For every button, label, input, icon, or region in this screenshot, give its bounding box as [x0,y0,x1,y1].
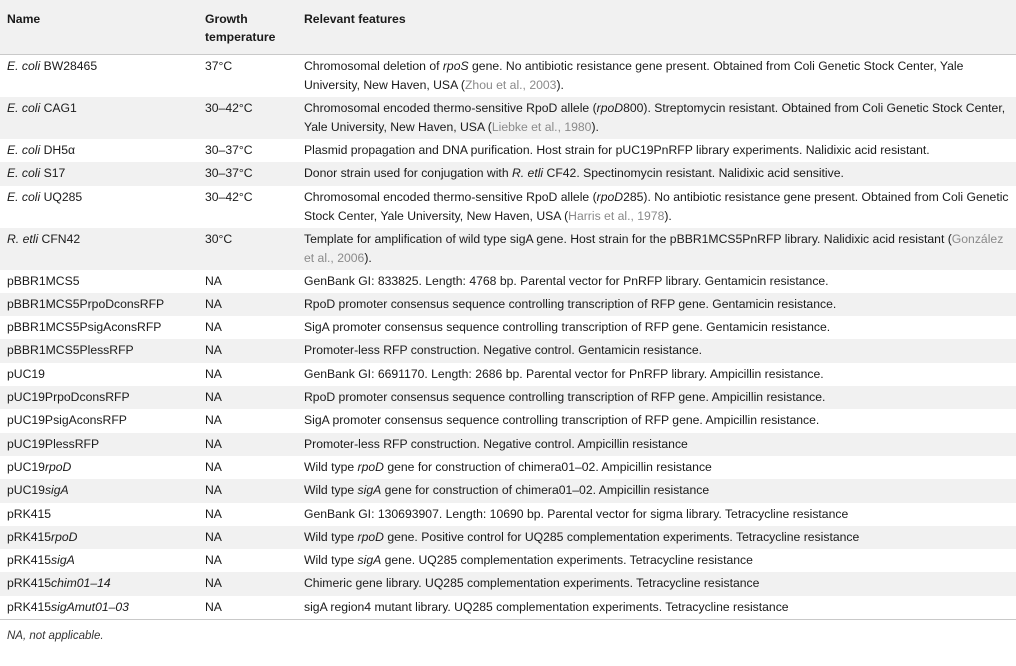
citation-link[interactable]: González et al., 2006 [304,231,1004,265]
cell-growth-temperature: NA [205,529,222,544]
table-row [0,549,1016,572]
table-row [0,270,1016,293]
table-row [0,456,1016,479]
citation-link[interactable]: Harris et al., 1978 [568,208,665,223]
cell-relevant-features [297,503,1016,526]
cell-relevant-features [297,549,1016,572]
cell-growth-temperature: 30–37°C [205,143,253,157]
text-segment: GenBank GI: 130693907. Length: 10690 bp. Parental vector for sigma library. Tetracycline resistance [304,506,849,521]
table-row [0,572,1016,595]
cell-growth-temperature: NA [205,390,222,405]
text-segment: E. coli [7,189,41,204]
cell-relevant-features [297,55,1016,98]
text-segment: pUC19 [7,483,45,498]
text-segment: ). [591,120,599,134]
text-segment: GenBank GI: 6691170. Length: 2686 bp. Parental vector for PnRFP library. Ampicillin resistance. [304,366,824,381]
text-segment: Donor strain used for conjugation with [304,166,512,181]
cell-relevant-features [297,363,1016,386]
cell-name [0,162,198,185]
text-segment: rpoD [357,529,384,544]
cell-relevant-features [297,526,1016,549]
cell-growth-temperature: NA [205,413,222,428]
cell-name [0,186,198,228]
text-segment: sigA [357,553,382,568]
text-segment: pBBR1MCS5PlessRFP [7,343,134,358]
cell-relevant-features [297,97,1016,139]
cell-name [0,228,198,270]
cell-growth-temperature: NA [205,553,222,568]
cell-name [0,409,198,432]
text-segment: gene. UQ285 complementation experiments. Tetracycline resistance [381,553,753,568]
table-row [0,293,1016,316]
text-segment: ). [664,208,672,223]
table-row [0,162,1016,185]
cell-growth-temperature: 30–42°C [205,101,253,115]
text-segment: rpoD [51,529,78,544]
table-row [0,228,1016,270]
cell-name [0,293,198,316]
text-segment: gene. No antibiotic resistance gene present. Obtained from Coli Genetic Stock Center, Yale University, New Haven, USA ( [304,59,964,92]
cell-relevant-features [297,293,1016,316]
text-segment: E. coli [7,166,41,181]
cell-name [0,363,198,386]
text-segment: CF42. Spectinomycin resistant. Nalidixic acid sensitive. [543,166,844,181]
text-segment: Wild type [304,483,358,498]
text-segment: Plasmid propagation and DNA purification. Host strain for pUC19PnRFP library experiments. Nalidixic acid resistant. [304,143,930,157]
text-segment: rpoD [357,459,384,474]
text-segment: pUC19 [7,366,45,381]
text-segment: sigA [44,483,69,498]
cell-relevant-features [297,456,1016,479]
text-segment: Template for amplification of wild type sigA gene. Host strain for the pBBR1MCS5PnRFP library. Nalidixic acid resistant ( [304,231,952,246]
text-segment: ). [364,250,372,265]
table-row [0,409,1016,432]
text-segment: Wild type [304,459,358,474]
text-segment: BW28465 [40,59,98,73]
cell-growth-temperature: NA [205,273,222,288]
text-segment: R. etli [511,166,544,181]
table-row [0,316,1016,339]
text-segment: chim01–14 [51,576,111,591]
text-segment: pRK415 [7,576,52,591]
text-segment: UQ285 [40,189,83,204]
table-row [0,386,1016,409]
text-segment: Chimeric gene library. UQ285 complementation experiments. Tetracycline resistance [304,576,760,591]
cell-name [0,270,198,293]
text-segment: SigA promoter consensus sequence controlling transcription of RFP gene. Gentamicin resistance. [304,320,831,335]
table-row [0,139,1016,162]
text-segment: Wild type [304,553,358,568]
text-segment: Wild type [304,529,358,544]
cell-name [0,572,198,595]
text-segment: ). [556,78,564,92]
table-footnote: NA, not applicable. [7,629,104,642]
cell-growth-temperature: 30°C [205,231,233,246]
table-row [0,339,1016,362]
table-row [0,526,1016,549]
cell-relevant-features [297,316,1016,339]
text-segment: GenBank GI: 833825. Length: 4768 bp. Parental vector for PnRFP library. Gentamicin resistance. [304,273,829,288]
cell-name [0,139,198,162]
cell-relevant-features [297,139,1016,162]
cell-growth-temperature: NA [205,506,222,521]
text-segment: DH5α [40,143,76,157]
cell-relevant-features [297,386,1016,409]
header-name: Name [7,12,41,26]
table-row [0,433,1016,456]
text-segment: 800). Streptomycin resistant. Obtained from Coli Genetic Stock Center, Yale University, New Haven, USA ( [304,101,1006,134]
text-segment: E. coli [7,101,41,115]
cell-name [0,526,198,549]
cell-name [0,433,198,456]
cell-growth-temperature: NA [205,320,222,335]
text-segment: rpoD [596,189,624,204]
text-segment: E. coli [7,59,41,73]
text-segment: pUC19 [7,459,45,474]
text-segment: Chromosomal deletion of [304,59,443,73]
cell-name [0,316,198,339]
cell-growth-temperature: NA [205,343,222,358]
text-segment: RpoD promoter consensus sequence controlling transcription of RFP gene. Gentamicin resistance. [304,296,837,311]
cell-growth-temperature: NA [205,436,222,451]
cell-relevant-features [297,433,1016,456]
text-segment: gene for construction of chimera01–02. Ampicillin resistance [383,459,712,474]
text-segment: pRK415 [7,599,52,614]
table-row [0,186,1016,228]
table-row [0,97,1016,139]
text-segment: CAG1 [40,101,77,115]
table-row [0,596,1016,620]
text-segment: gene. Positive control for UQ285 complementation experiments. Tetracycline resistance [383,529,860,544]
cell-growth-temperature: 30–42°C [205,189,253,204]
header-growth-temperature: Growth temperature [205,12,276,44]
cell-name [0,456,198,479]
text-segment: pBBR1MCS5PsigAconsRFP [7,320,162,335]
cell-name [0,339,198,362]
text-segment: pBBR1MCS5PrpoDconsRFP [7,296,165,311]
cell-relevant-features [297,270,1016,293]
table-row [0,479,1016,502]
cell-name [0,596,198,620]
text-segment: RpoD promoter consensus sequence controlling transcription of RFP gene. Ampicillin resistance. [304,390,826,405]
text-segment: Chromosomal encoded thermo-sensitive RpoD allele ( [304,101,597,115]
cell-growth-temperature: NA [205,296,222,311]
text-segment: pRK415 [7,529,52,544]
text-segment: sigAmut01–03 [51,599,129,614]
text-segment: rpoD [596,101,624,115]
cell-relevant-features [297,596,1016,620]
text-segment: gene for construction of chimera01–02. Ampicillin resistance [381,483,710,498]
text-segment: pBBR1MCS5 [7,273,80,288]
text-segment: E. coli [7,143,41,157]
cell-growth-temperature: NA [205,459,222,474]
text-segment: sigA [357,483,382,498]
cell-name [0,97,198,139]
header-relevant-features: Relevant features [304,12,406,26]
cell-name [0,549,198,572]
table-header [0,0,1016,55]
text-segment: sigA [51,553,75,568]
text-segment: SigA promoter consensus sequence controlling transcription of RFP gene. Ampicillin resistance. [304,413,820,428]
text-segment: CFN42 [38,231,81,246]
table-row [0,503,1016,526]
text-segment: pUC19PsigAconsRFP [7,413,127,428]
citation-link[interactable]: Liebke et al., 1980 [491,120,592,134]
cell-growth-temperature: 30–37°C [205,166,253,181]
cell-relevant-features [297,162,1016,185]
cell-growth-temperature: NA [205,483,222,498]
cell-relevant-features [297,186,1016,228]
cell-relevant-features [297,228,1016,270]
cell-name [0,55,198,98]
header-row [0,0,1016,55]
cell-relevant-features [297,339,1016,362]
cell-name [0,479,198,502]
text-segment: pRK415 [7,553,52,568]
cell-growth-temperature: 37°C [205,59,233,73]
cell-relevant-features [297,572,1016,595]
cell-relevant-features [297,409,1016,432]
text-segment: Chromosomal encoded thermo-sensitive RpoD allele ( [304,189,597,204]
text-segment: sigA region4 mutant library. UQ285 complementation experiments. Tetracycline resistance [304,599,789,614]
text-segment: pRK415 [7,506,52,521]
cell-growth-temperature: NA [205,599,222,614]
cell-relevant-features [297,479,1016,502]
citation-link[interactable]: Zhou et al., 2003 [464,78,557,92]
text-segment: pUC19PlessRFP [7,436,100,451]
text-segment: Promoter-less RFP construction. Negative control. Ampicillin resistance [304,436,688,451]
text-segment: rpoD [44,459,72,474]
table-row [0,363,1016,386]
text-segment: R. etli [7,231,39,246]
text-segment: S17 [40,166,66,181]
table-body [0,55,1016,620]
cell-growth-temperature: NA [205,366,222,381]
text-segment: pUC19PrpoDconsRFP [7,390,130,405]
text-segment: Promoter-less RFP construction. Negative control. Gentamicin resistance. [304,343,703,358]
cell-name [0,386,198,409]
cell-name [0,503,198,526]
text-segment: rpoS [442,59,469,73]
cell-growth-temperature: NA [205,576,222,591]
text-segment: 285). No antibiotic resistance gene present. Obtained from Coli Genetic Stock Center, Yale University, New Haven, USA ( [304,189,1009,223]
table-row [0,55,1016,98]
